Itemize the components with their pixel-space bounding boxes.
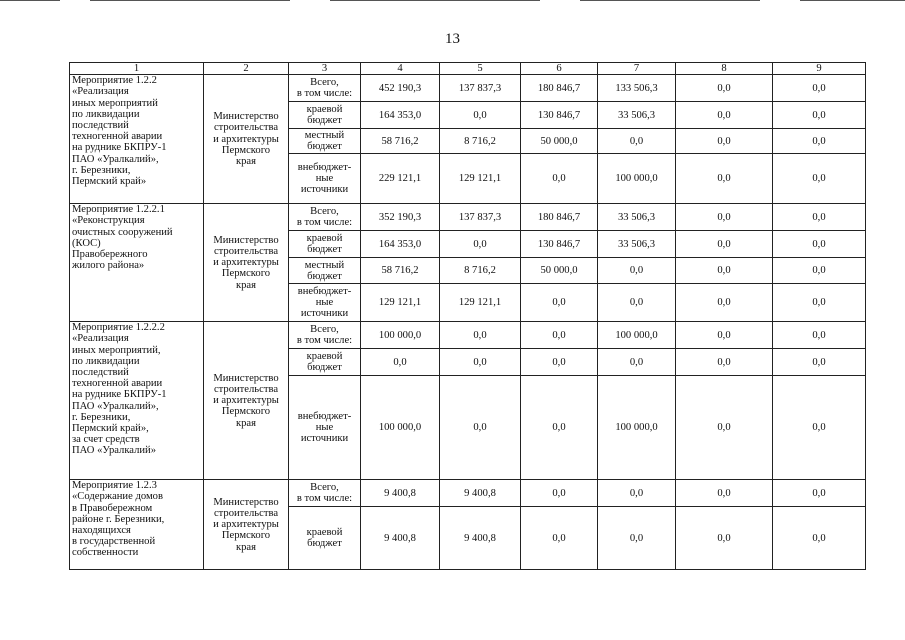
value-cell: 0,0 (676, 507, 773, 570)
value-cell: 0,0 (598, 129, 676, 154)
page-top-edge (0, 0, 905, 2)
funding-source-cell: Всего, в том числе: (289, 322, 361, 349)
funding-source-cell: краевой бюджет (289, 102, 361, 129)
column-header: 7 (598, 63, 676, 75)
executor-cell: Министерство строительства и архитектуры Пермского края (204, 322, 289, 480)
table-row (70, 75, 866, 102)
value-cell: 0,0 (440, 322, 521, 349)
value-cell: 33 506,3 (598, 102, 676, 129)
value-cell: 0,0 (773, 376, 866, 480)
value-cell: 452 190,3 (361, 75, 440, 102)
value-cell: 100 000,0 (598, 154, 676, 204)
value-cell: 33 506,3 (598, 231, 676, 258)
value-cell: 0,0 (676, 102, 773, 129)
value-cell: 0,0 (676, 258, 773, 284)
value-cell: 229 121,1 (361, 154, 440, 204)
funding-source-cell: внебюджет- ные источники (289, 154, 361, 204)
value-cell: 129 121,1 (440, 284, 521, 322)
funding-source-cell: местный бюджет (289, 258, 361, 284)
value-cell: 0,0 (521, 480, 598, 507)
value-cell: 9 400,8 (361, 480, 440, 507)
value-cell: 0,0 (521, 284, 598, 322)
value-cell: 0,0 (773, 258, 866, 284)
value-cell: 33 506,3 (598, 204, 676, 231)
funding-source-cell: Всего, в том числе: (289, 204, 361, 231)
executor-cell: Министерство строительства и архитектуры Пермского края (204, 75, 289, 204)
value-cell: 100 000,0 (598, 376, 676, 480)
value-cell: 129 121,1 (440, 154, 521, 204)
funding-source-cell: краевой бюджет (289, 507, 361, 570)
table-row (70, 480, 866, 507)
column-header: 5 (440, 63, 521, 75)
funding-source-cell: краевой бюджет (289, 231, 361, 258)
column-header: 3 (289, 63, 361, 75)
funding-source-cell: местный бюджет (289, 129, 361, 154)
column-header: 4 (361, 63, 440, 75)
column-header: 1 (70, 63, 204, 75)
value-cell: 130 846,7 (521, 102, 598, 129)
value-cell: 58 716,2 (361, 258, 440, 284)
value-cell: 0,0 (676, 154, 773, 204)
executor-cell: Министерство строительства и архитектуры Пермского края (204, 480, 289, 570)
value-cell: 0,0 (598, 258, 676, 284)
value-cell: 58 716,2 (361, 129, 440, 154)
activity-cell: Мероприятие 1.2.3 «Содержание домов в Правобережном районе г. Березники, находящихся в государственной собственности (70, 480, 204, 570)
value-cell: 137 837,3 (440, 75, 521, 102)
activity-cell: Мероприятие 1.2.2 «Реализация иных мероприятий по ликвидации последствий техногенной аварии на руднике БКПРУ-1 ПАО «Уралкалий», г. Березники, Пермский край» (70, 75, 204, 204)
value-cell: 0,0 (521, 349, 598, 376)
value-cell: 50 000,0 (521, 258, 598, 284)
value-cell: 9 400,8 (440, 480, 521, 507)
value-cell: 137 837,3 (440, 204, 521, 231)
value-cell: 0,0 (773, 75, 866, 102)
value-cell: 0,0 (440, 231, 521, 258)
column-header: 8 (676, 63, 773, 75)
table-row (70, 322, 866, 349)
value-cell: 0,0 (676, 349, 773, 376)
value-cell: 0,0 (440, 102, 521, 129)
value-cell: 0,0 (440, 376, 521, 480)
value-cell: 130 846,7 (521, 231, 598, 258)
value-cell: 0,0 (773, 154, 866, 204)
value-cell: 0,0 (440, 349, 521, 376)
value-cell: 0,0 (521, 507, 598, 570)
value-cell: 0,0 (676, 204, 773, 231)
funding-source-cell: внебюджет- ные источники (289, 284, 361, 322)
value-cell: 100 000,0 (361, 322, 440, 349)
value-cell: 0,0 (773, 231, 866, 258)
value-cell: 8 716,2 (440, 258, 521, 284)
value-cell: 180 846,7 (521, 75, 598, 102)
funding-source-cell: внебюджет- ные источники (289, 376, 361, 480)
table-row (70, 204, 866, 231)
value-cell: 0,0 (676, 284, 773, 322)
value-cell: 0,0 (773, 129, 866, 154)
value-cell: 129 121,1 (361, 284, 440, 322)
value-cell: 0,0 (773, 480, 866, 507)
value-cell: 0,0 (521, 322, 598, 349)
value-cell: 0,0 (598, 507, 676, 570)
value-cell: 0,0 (773, 507, 866, 570)
column-header: 6 (521, 63, 598, 75)
value-cell: 0,0 (598, 349, 676, 376)
value-cell: 0,0 (521, 154, 598, 204)
value-cell: 0,0 (676, 376, 773, 480)
value-cell: 0,0 (676, 322, 773, 349)
value-cell: 164 353,0 (361, 231, 440, 258)
value-cell: 0,0 (676, 129, 773, 154)
value-cell: 0,0 (773, 322, 866, 349)
column-header: 9 (773, 63, 866, 75)
value-cell: 50 000,0 (521, 129, 598, 154)
value-cell: 0,0 (676, 480, 773, 507)
value-cell: 0,0 (521, 376, 598, 480)
activity-cell: Мероприятие 1.2.2.1 «Реконструкция очистных сооружений (КОС) Правобережного жилого района» (70, 204, 204, 322)
funding-source-cell: Всего, в том числе: (289, 480, 361, 507)
value-cell: 0,0 (598, 480, 676, 507)
page-number: 13 (445, 31, 460, 47)
value-cell: 9 400,8 (361, 507, 440, 570)
funding-source-cell: Всего, в том числе: (289, 75, 361, 102)
value-cell: 100 000,0 (598, 322, 676, 349)
value-cell: 0,0 (676, 75, 773, 102)
value-cell: 0,0 (773, 204, 866, 231)
value-cell: 0,0 (773, 284, 866, 322)
value-cell: 0,0 (598, 284, 676, 322)
value-cell: 352 190,3 (361, 204, 440, 231)
table-body (70, 75, 866, 570)
value-cell: 180 846,7 (521, 204, 598, 231)
value-cell: 100 000,0 (361, 376, 440, 480)
budget-table (69, 62, 866, 570)
value-cell: 0,0 (773, 349, 866, 376)
executor-cell: Министерство строительства и архитектуры Пермского края (204, 204, 289, 322)
value-cell: 0,0 (676, 231, 773, 258)
value-cell: 9 400,8 (440, 507, 521, 570)
value-cell: 133 506,3 (598, 75, 676, 102)
column-header: 2 (204, 63, 289, 75)
header-row (70, 63, 866, 75)
funding-source-cell: краевой бюджет (289, 349, 361, 376)
value-cell: 164 353,0 (361, 102, 440, 129)
value-cell: 0,0 (773, 102, 866, 129)
value-cell: 8 716,2 (440, 129, 521, 154)
activity-cell: Мероприятие 1.2.2.2 «Реализация иных мероприятий, по ликвидации последствий техногенной аварии на руднике БКПРУ-1 ПАО «Уралкалий», г. Березники, Пермский край», за счет средств ПАО «Уралкалий» (70, 322, 204, 480)
value-cell: 0,0 (361, 349, 440, 376)
